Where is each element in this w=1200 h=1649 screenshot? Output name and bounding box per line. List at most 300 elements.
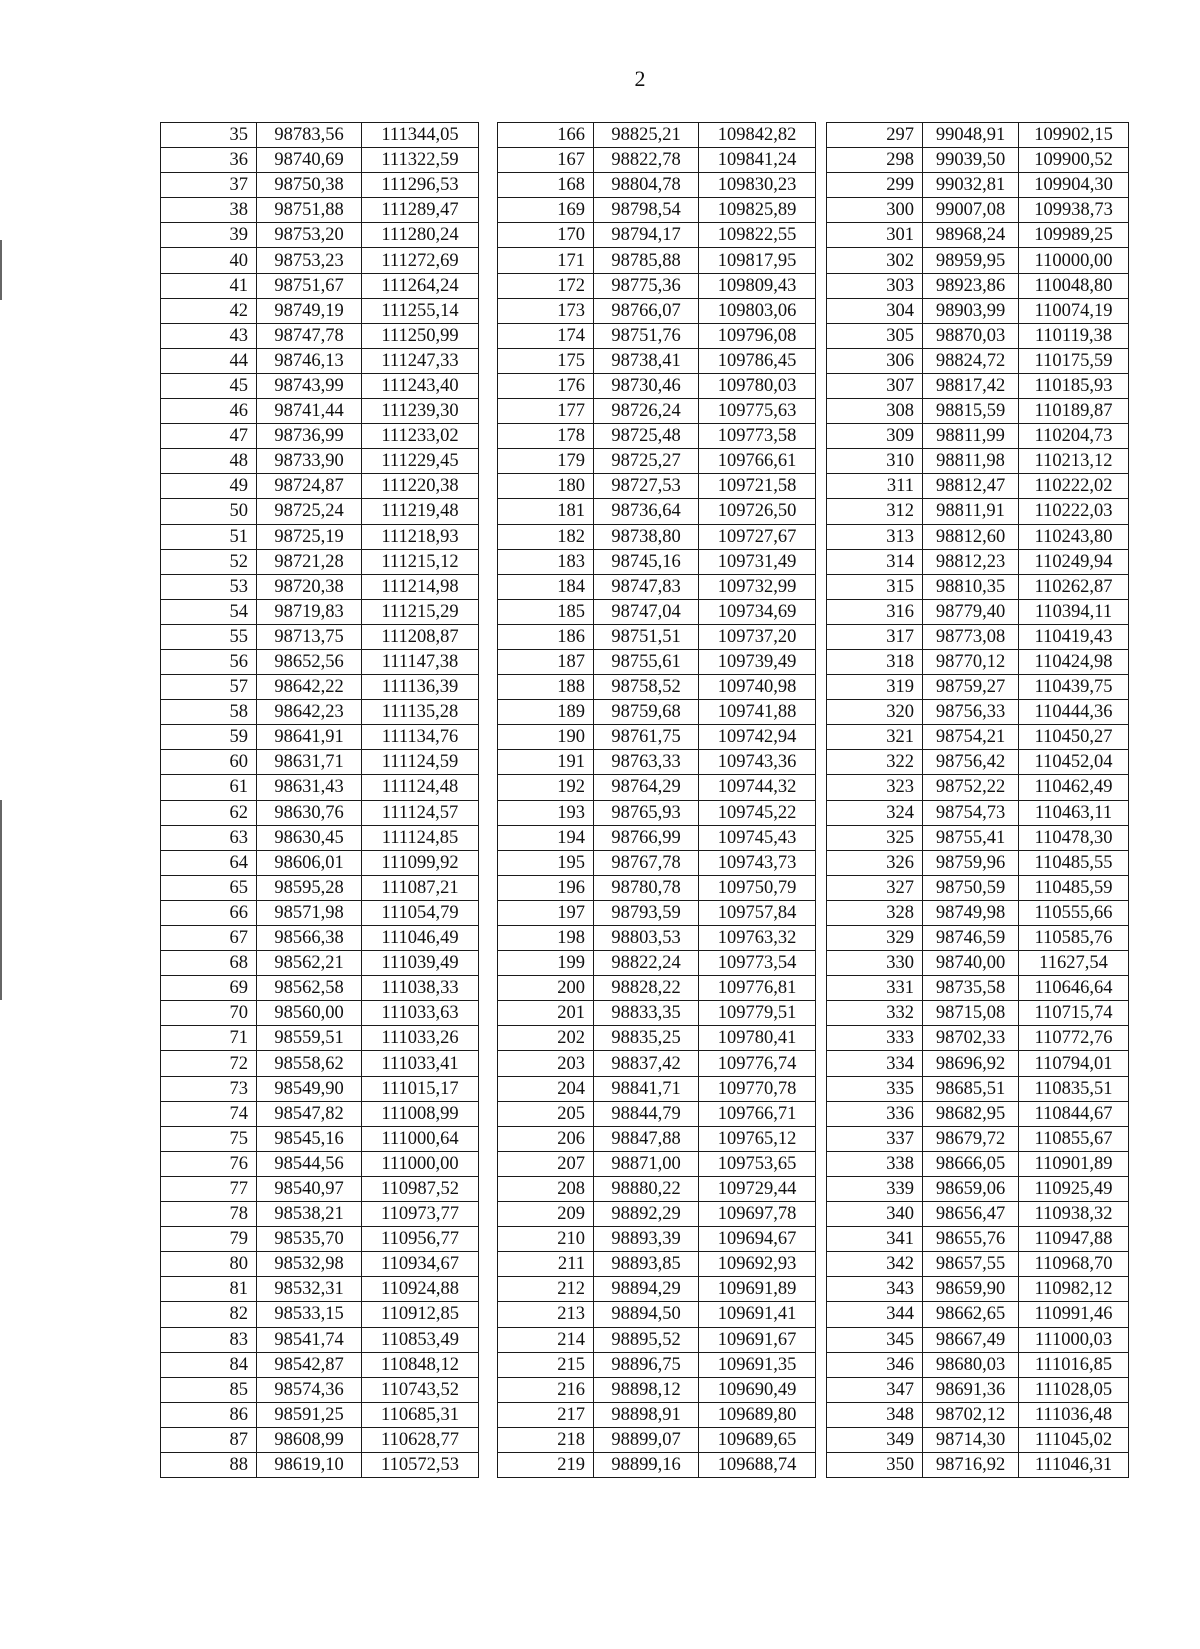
point-number: 174: [498, 323, 594, 348]
y-coordinate: 110074,19: [1019, 298, 1129, 323]
table-row: [161, 1327, 479, 1352]
y-coordinate: 110844,67: [1019, 1101, 1129, 1126]
point-number: 67: [161, 926, 257, 951]
x-coordinate: 98923,86: [923, 273, 1019, 298]
x-coordinate: 98608,99: [257, 1427, 362, 1452]
y-coordinate: 110855,67: [1019, 1126, 1129, 1151]
y-coordinate: 109786,45: [699, 348, 816, 373]
table-row: [498, 373, 816, 398]
x-coordinate: 98837,42: [594, 1051, 699, 1076]
y-coordinate: 111124,48: [362, 775, 479, 800]
x-coordinate: 98750,38: [257, 173, 362, 198]
y-coordinate: 110204,73: [1019, 424, 1129, 449]
x-coordinate: 98680,03: [923, 1352, 1019, 1377]
x-coordinate: 98713,75: [257, 624, 362, 649]
x-coordinate: 98817,42: [923, 373, 1019, 398]
point-number: 64: [161, 850, 257, 875]
table-row: [498, 323, 816, 348]
point-number: 48: [161, 449, 257, 474]
y-coordinate: 109765,12: [699, 1126, 816, 1151]
x-coordinate: 98691,36: [923, 1377, 1019, 1402]
y-coordinate: 111016,85: [1019, 1352, 1129, 1377]
table-row: [161, 323, 479, 348]
x-coordinate: 98812,60: [923, 524, 1019, 549]
point-number: 197: [498, 900, 594, 925]
x-coordinate: 98641,91: [257, 725, 362, 750]
x-coordinate: 98898,91: [594, 1402, 699, 1427]
x-coordinate: 98765,93: [594, 800, 699, 825]
y-coordinate: 110439,75: [1019, 675, 1129, 700]
table-row: [827, 273, 1129, 298]
x-coordinate: 98968,24: [923, 223, 1019, 248]
y-coordinate: 111000,03: [1019, 1327, 1129, 1352]
table-row: [827, 825, 1129, 850]
y-coordinate: 110901,89: [1019, 1151, 1129, 1176]
point-number: 65: [161, 875, 257, 900]
x-coordinate: 98560,00: [257, 1001, 362, 1026]
x-coordinate: 98541,74: [257, 1327, 362, 1352]
x-coordinate: 98574,36: [257, 1377, 362, 1402]
x-coordinate: 98759,96: [923, 850, 1019, 875]
x-coordinate: 98893,39: [594, 1227, 699, 1252]
y-coordinate: 110222,03: [1019, 499, 1129, 524]
point-number: 302: [827, 248, 923, 273]
point-number: 316: [827, 599, 923, 624]
table-row: [827, 1252, 1129, 1277]
x-coordinate: 98619,10: [257, 1452, 362, 1477]
y-coordinate: 111255,14: [362, 298, 479, 323]
table-row: [498, 474, 816, 499]
x-coordinate: 98724,87: [257, 474, 362, 499]
y-coordinate: 109830,23: [699, 173, 816, 198]
point-number: 37: [161, 173, 257, 198]
point-number: 169: [498, 198, 594, 223]
table-row: [161, 424, 479, 449]
table-row: [498, 173, 816, 198]
x-coordinate: 98736,99: [257, 424, 362, 449]
y-coordinate: 111239,30: [362, 399, 479, 424]
point-number: 219: [498, 1452, 594, 1477]
y-coordinate: 110189,87: [1019, 399, 1129, 424]
x-coordinate: 98783,56: [257, 123, 362, 148]
y-coordinate: 111036,48: [1019, 1402, 1129, 1427]
point-number: 344: [827, 1302, 923, 1327]
x-coordinate: 98815,59: [923, 399, 1019, 424]
point-number: 304: [827, 298, 923, 323]
table-row: [827, 499, 1129, 524]
point-number: 321: [827, 725, 923, 750]
table-row: [161, 1402, 479, 1427]
y-coordinate: 110463,11: [1019, 800, 1129, 825]
table-row: [161, 1026, 479, 1051]
y-coordinate: 111208,87: [362, 624, 479, 649]
x-coordinate: 98558,62: [257, 1051, 362, 1076]
table-row: [827, 474, 1129, 499]
table-row: [827, 1452, 1129, 1477]
x-coordinate: 98726,24: [594, 399, 699, 424]
table-row: [498, 1452, 816, 1477]
y-coordinate: 111038,33: [362, 976, 479, 1001]
x-coordinate: 98751,88: [257, 198, 362, 223]
x-coordinate: 98544,56: [257, 1151, 362, 1176]
y-coordinate: 110956,77: [362, 1227, 479, 1252]
y-coordinate: 109780,03: [699, 373, 816, 398]
table-row: [498, 1352, 816, 1377]
table-row: [827, 1126, 1129, 1151]
y-coordinate: 109776,74: [699, 1051, 816, 1076]
y-coordinate: 110419,43: [1019, 624, 1129, 649]
y-coordinate: 109779,51: [699, 1001, 816, 1026]
x-coordinate: 98775,36: [594, 273, 699, 298]
x-coordinate: 98773,08: [923, 624, 1019, 649]
table-row: [498, 1001, 816, 1026]
table-row: [827, 148, 1129, 173]
x-coordinate: 98747,83: [594, 574, 699, 599]
table-row: [498, 825, 816, 850]
x-coordinate: 98745,16: [594, 549, 699, 574]
x-coordinate: 98880,22: [594, 1176, 699, 1201]
table-row: [498, 1026, 816, 1051]
y-coordinate: 109734,69: [699, 599, 816, 624]
table-row: [827, 951, 1129, 976]
table-row: [827, 1076, 1129, 1101]
y-coordinate: 110424,98: [1019, 649, 1129, 674]
x-coordinate: 98562,21: [257, 951, 362, 976]
x-coordinate: 98822,78: [594, 148, 699, 173]
point-number: 203: [498, 1051, 594, 1076]
point-number: 46: [161, 399, 257, 424]
table-row: [827, 1277, 1129, 1302]
y-coordinate: 109989,25: [1019, 223, 1129, 248]
y-coordinate: 110934,67: [362, 1252, 479, 1277]
x-coordinate: 98738,80: [594, 524, 699, 549]
y-coordinate: 110262,87: [1019, 574, 1129, 599]
y-coordinate: 111124,57: [362, 800, 479, 825]
y-coordinate: 110000,00: [1019, 248, 1129, 273]
x-coordinate: 98793,59: [594, 900, 699, 925]
y-coordinate: 109742,94: [699, 725, 816, 750]
y-coordinate: 110394,11: [1019, 599, 1129, 624]
point-number: 214: [498, 1327, 594, 1352]
point-number: 347: [827, 1377, 923, 1402]
y-coordinate: 110478,30: [1019, 825, 1129, 850]
y-coordinate: 111000,64: [362, 1126, 479, 1151]
y-coordinate: 109743,73: [699, 850, 816, 875]
y-coordinate: 110175,59: [1019, 348, 1129, 373]
table-row: [161, 825, 479, 850]
table-row: [827, 323, 1129, 348]
point-number: 196: [498, 875, 594, 900]
x-coordinate: 98666,05: [923, 1151, 1019, 1176]
point-number: 170: [498, 223, 594, 248]
y-coordinate: 111000,00: [362, 1151, 479, 1176]
point-number: 80: [161, 1252, 257, 1277]
x-coordinate: 98538,21: [257, 1202, 362, 1227]
x-coordinate: 98804,78: [594, 173, 699, 198]
point-number: 168: [498, 173, 594, 198]
table-row: [498, 1402, 816, 1427]
x-coordinate: 98736,64: [594, 499, 699, 524]
table-row: [498, 725, 816, 750]
table-row: [827, 1176, 1129, 1201]
x-coordinate: 99032,81: [923, 173, 1019, 198]
point-number: 193: [498, 800, 594, 825]
point-number: 211: [498, 1252, 594, 1277]
table-row: [161, 198, 479, 223]
y-coordinate: 110585,76: [1019, 926, 1129, 951]
y-coordinate: 111033,41: [362, 1051, 479, 1076]
x-coordinate: 98755,61: [594, 649, 699, 674]
y-coordinate: 111243,40: [362, 373, 479, 398]
point-number: 303: [827, 273, 923, 298]
x-coordinate: 98685,51: [923, 1076, 1019, 1101]
table-row: [498, 1227, 816, 1252]
x-coordinate: 98696,92: [923, 1051, 1019, 1076]
y-coordinate: 111124,85: [362, 825, 479, 850]
x-coordinate: 98662,65: [923, 1302, 1019, 1327]
y-coordinate: 109803,06: [699, 298, 816, 323]
point-number: 183: [498, 549, 594, 574]
y-coordinate: 109809,43: [699, 273, 816, 298]
point-number: 61: [161, 775, 257, 800]
point-number: 188: [498, 675, 594, 700]
table-row: [161, 1452, 479, 1477]
table-row: [827, 424, 1129, 449]
point-number: 329: [827, 926, 923, 951]
point-number: 345: [827, 1327, 923, 1352]
x-coordinate: 98751,76: [594, 323, 699, 348]
x-coordinate: 98894,29: [594, 1277, 699, 1302]
x-coordinate: 98824,72: [923, 348, 1019, 373]
y-coordinate: 110555,66: [1019, 900, 1129, 925]
table-row: [827, 1352, 1129, 1377]
y-coordinate: 109780,41: [699, 1026, 816, 1051]
y-coordinate: 109763,32: [699, 926, 816, 951]
point-number: 327: [827, 875, 923, 900]
point-number: 72: [161, 1051, 257, 1076]
y-coordinate: 111250,99: [362, 323, 479, 348]
table-row: [161, 1377, 479, 1402]
table-row: [161, 449, 479, 474]
x-coordinate: 98753,20: [257, 223, 362, 248]
x-coordinate: 98606,01: [257, 850, 362, 875]
point-number: 54: [161, 599, 257, 624]
table-row: [498, 750, 816, 775]
point-number: 297: [827, 123, 923, 148]
point-number: 340: [827, 1202, 923, 1227]
table-row: [827, 298, 1129, 323]
x-coordinate: 98642,23: [257, 700, 362, 725]
x-coordinate: 98746,13: [257, 348, 362, 373]
y-coordinate: 109691,35: [699, 1352, 816, 1377]
x-coordinate: 98747,04: [594, 599, 699, 624]
point-number: 86: [161, 1402, 257, 1427]
point-number: 191: [498, 750, 594, 775]
y-coordinate: 111087,21: [362, 875, 479, 900]
table-row: [161, 273, 479, 298]
table-row: [827, 574, 1129, 599]
point-number: 57: [161, 675, 257, 700]
x-coordinate: 98766,99: [594, 825, 699, 850]
y-coordinate: 111215,12: [362, 549, 479, 574]
x-coordinate: 98591,25: [257, 1402, 362, 1427]
x-coordinate: 98667,49: [923, 1327, 1019, 1352]
point-number: 38: [161, 198, 257, 223]
x-coordinate: 98898,12: [594, 1377, 699, 1402]
table-row: [161, 1176, 479, 1201]
table-row: [827, 1427, 1129, 1452]
table-row: [827, 1151, 1129, 1176]
y-coordinate: 110912,85: [362, 1302, 479, 1327]
table-row: [827, 1001, 1129, 1026]
y-coordinate: 111289,47: [362, 198, 479, 223]
point-number: 323: [827, 775, 923, 800]
x-coordinate: 98656,47: [923, 1202, 1019, 1227]
point-number: 180: [498, 474, 594, 499]
table-row: [498, 599, 816, 624]
table-row: [161, 800, 479, 825]
x-coordinate: 98655,76: [923, 1227, 1019, 1252]
y-coordinate: 109822,55: [699, 223, 816, 248]
point-number: 166: [498, 123, 594, 148]
x-coordinate: 98811,91: [923, 499, 1019, 524]
point-number: 83: [161, 1327, 257, 1352]
x-coordinate: 98702,33: [923, 1026, 1019, 1051]
x-coordinate: 98631,71: [257, 750, 362, 775]
y-coordinate: 110991,46: [1019, 1302, 1129, 1327]
table-row: [498, 399, 816, 424]
point-number: 73: [161, 1076, 257, 1101]
point-number: 336: [827, 1101, 923, 1126]
y-coordinate: 110925,49: [1019, 1176, 1129, 1201]
y-coordinate: 111280,24: [362, 223, 479, 248]
y-coordinate: 110646,64: [1019, 976, 1129, 1001]
point-number: 319: [827, 675, 923, 700]
point-number: 311: [827, 474, 923, 499]
y-coordinate: 110185,93: [1019, 373, 1129, 398]
table-row: [161, 148, 479, 173]
table-row: [827, 1202, 1129, 1227]
y-coordinate: 109841,24: [699, 148, 816, 173]
table-row: [827, 1026, 1129, 1051]
x-coordinate: 98761,75: [594, 725, 699, 750]
coordinate-table-2: [497, 122, 816, 1478]
x-coordinate: 98899,07: [594, 1427, 699, 1452]
x-coordinate: 98532,98: [257, 1252, 362, 1277]
table-row: [827, 775, 1129, 800]
x-coordinate: 98657,55: [923, 1252, 1019, 1277]
x-coordinate: 98540,97: [257, 1176, 362, 1201]
table-row: [161, 951, 479, 976]
x-coordinate: 98794,17: [594, 223, 699, 248]
y-coordinate: 110685,31: [362, 1402, 479, 1427]
x-coordinate: 99048,91: [923, 123, 1019, 148]
point-number: 335: [827, 1076, 923, 1101]
point-number: 35: [161, 123, 257, 148]
x-coordinate: 98725,27: [594, 449, 699, 474]
table-row: [161, 1252, 479, 1277]
table-row: [161, 1051, 479, 1076]
y-coordinate: 111264,24: [362, 273, 479, 298]
y-coordinate: 109721,58: [699, 474, 816, 499]
point-number: 71: [161, 1026, 257, 1051]
y-coordinate: 110444,36: [1019, 700, 1129, 725]
y-coordinate: 111046,49: [362, 926, 479, 951]
y-coordinate: 109731,49: [699, 549, 816, 574]
point-number: 200: [498, 976, 594, 1001]
x-coordinate: 98747,78: [257, 323, 362, 348]
x-coordinate: 98715,08: [923, 1001, 1019, 1026]
point-number: 63: [161, 825, 257, 850]
table-row: [161, 1227, 479, 1252]
point-number: 185: [498, 599, 594, 624]
x-coordinate: 98754,21: [923, 725, 1019, 750]
point-number: 62: [161, 800, 257, 825]
point-number: 40: [161, 248, 257, 273]
table-row: [498, 1302, 816, 1327]
x-coordinate: 98763,33: [594, 750, 699, 775]
x-coordinate: 98746,59: [923, 926, 1019, 951]
x-coordinate: 98812,47: [923, 474, 1019, 499]
y-coordinate: 109757,84: [699, 900, 816, 925]
point-number: 206: [498, 1126, 594, 1151]
x-coordinate: 98659,90: [923, 1277, 1019, 1302]
point-number: 39: [161, 223, 257, 248]
y-coordinate: 110715,74: [1019, 1001, 1129, 1026]
point-number: 298: [827, 148, 923, 173]
table-row: [161, 624, 479, 649]
point-number: 36: [161, 148, 257, 173]
table-row: [161, 1076, 479, 1101]
x-coordinate: 98841,71: [594, 1076, 699, 1101]
y-coordinate: 109727,67: [699, 524, 816, 549]
table-row: [498, 198, 816, 223]
point-number: 195: [498, 850, 594, 875]
table-row: [827, 123, 1129, 148]
point-number: 338: [827, 1151, 923, 1176]
point-number: 190: [498, 725, 594, 750]
y-coordinate: 109740,98: [699, 675, 816, 700]
table-row: [498, 223, 816, 248]
y-coordinate: 111136,39: [362, 675, 479, 700]
table-row: [827, 549, 1129, 574]
y-coordinate: 109750,79: [699, 875, 816, 900]
point-number: 82: [161, 1302, 257, 1327]
y-coordinate: 109825,89: [699, 198, 816, 223]
y-coordinate: 109902,15: [1019, 123, 1129, 148]
coordinate-table-1: [160, 122, 479, 1478]
x-coordinate: 98532,31: [257, 1277, 362, 1302]
point-number: 349: [827, 1427, 923, 1452]
y-coordinate: 109900,52: [1019, 148, 1129, 173]
y-coordinate: 109745,22: [699, 800, 816, 825]
y-coordinate: 111215,29: [362, 599, 479, 624]
point-number: 201: [498, 1001, 594, 1026]
table-row: [498, 926, 816, 951]
table-row: [498, 1377, 816, 1402]
y-coordinate: 110853,49: [362, 1327, 479, 1352]
point-number: 192: [498, 775, 594, 800]
x-coordinate: 98542,87: [257, 1352, 362, 1377]
y-coordinate: 111218,93: [362, 524, 479, 549]
y-coordinate: 111015,17: [362, 1076, 479, 1101]
x-coordinate: 98559,51: [257, 1026, 362, 1051]
point-number: 210: [498, 1227, 594, 1252]
y-coordinate: 11627,54: [1019, 951, 1129, 976]
table-row: [161, 675, 479, 700]
x-coordinate: 98545,16: [257, 1126, 362, 1151]
table-row: [161, 474, 479, 499]
